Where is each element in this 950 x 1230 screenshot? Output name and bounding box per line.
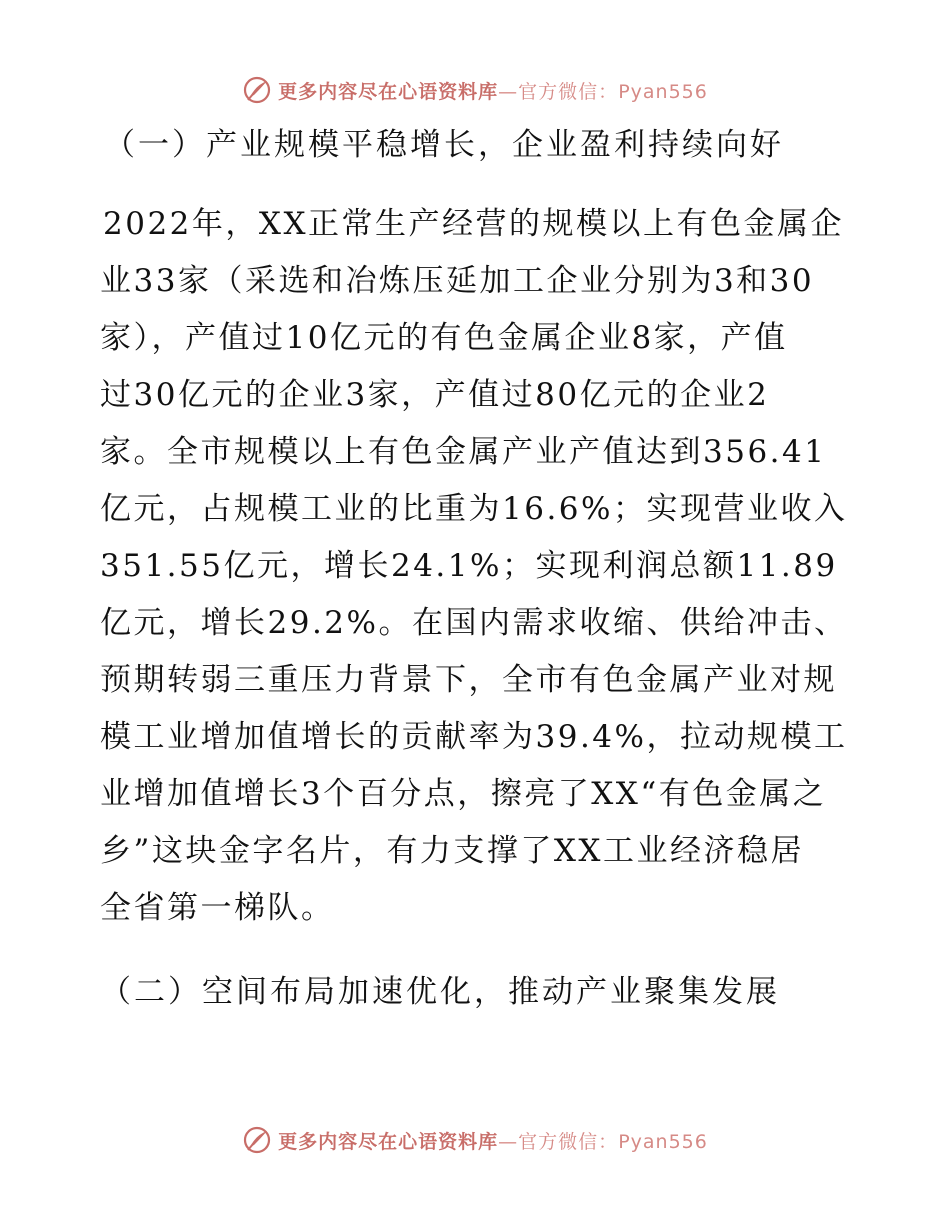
paragraph-line: 亿元，占规模工业的比重为16.6%；实现营业收入 bbox=[100, 491, 848, 527]
watermark-handle: Pyan556 bbox=[618, 80, 708, 103]
paragraph-line: 乡”这块金字名片，有力支撑了XX工业经济稳居 bbox=[100, 833, 804, 869]
paragraph-line: 模工业增加值增长的贡献率为39.4%，拉动规模工 bbox=[100, 719, 848, 755]
watermark-dash: — bbox=[498, 80, 519, 103]
quill-logo-icon bbox=[242, 1125, 272, 1155]
paragraph-line: 全省第一梯队。 bbox=[100, 890, 335, 926]
watermark-bottom bbox=[0, 1120, 950, 1160]
watermark-label: 官方微信： bbox=[518, 80, 619, 103]
section-heading-1: （一）产业规模平稳增长，企业盈利持续向好 bbox=[104, 127, 784, 163]
watermark-main: 更多内容尽在心语资料库 bbox=[278, 1130, 499, 1153]
paragraph-line: 业增加值增长3个百分点，擦亮了XX“有色金属之 bbox=[100, 776, 827, 812]
paragraph-line: 2022年，XX正常生产经营的规模以上有色金属企 bbox=[103, 206, 845, 242]
paragraph-line: 预期转弱三重压力背景下，全市有色金属产业对规 bbox=[100, 662, 837, 698]
watermark-text bbox=[278, 1127, 708, 1154]
watermark-top bbox=[0, 70, 950, 110]
paragraph-line: 351.55亿元，增长24.1%；实现利润总额11.89 bbox=[100, 548, 838, 584]
watermark-handle: Pyan556 bbox=[618, 1130, 708, 1153]
paragraph-line: 业33家（采选和冶炼压延加工企业分别为3和30 bbox=[100, 263, 815, 299]
watermark-label: 官方微信： bbox=[518, 1130, 619, 1153]
paragraph-line: 过30亿元的企业3家，产值过80亿元的企业2 bbox=[100, 377, 770, 413]
watermark-text bbox=[278, 77, 708, 104]
body-paragraph bbox=[100, 196, 855, 937]
paragraph-line: 家），产值过10亿元的有色金属企业8家，产值 bbox=[100, 320, 788, 356]
watermark-dash: — bbox=[498, 1130, 519, 1153]
quill-logo-icon bbox=[242, 75, 272, 105]
section-heading-2: （二）空间布局加速优化，推动产业聚集发展 bbox=[100, 974, 780, 1010]
watermark-main: 更多内容尽在心语资料库 bbox=[278, 80, 499, 103]
paragraph-line: 亿元，增长29.2%。在国内需求收缩、供给冲击、 bbox=[100, 605, 848, 641]
paragraph-line: 家。全市规模以上有色金属产业产值达到356.41 bbox=[100, 434, 827, 470]
